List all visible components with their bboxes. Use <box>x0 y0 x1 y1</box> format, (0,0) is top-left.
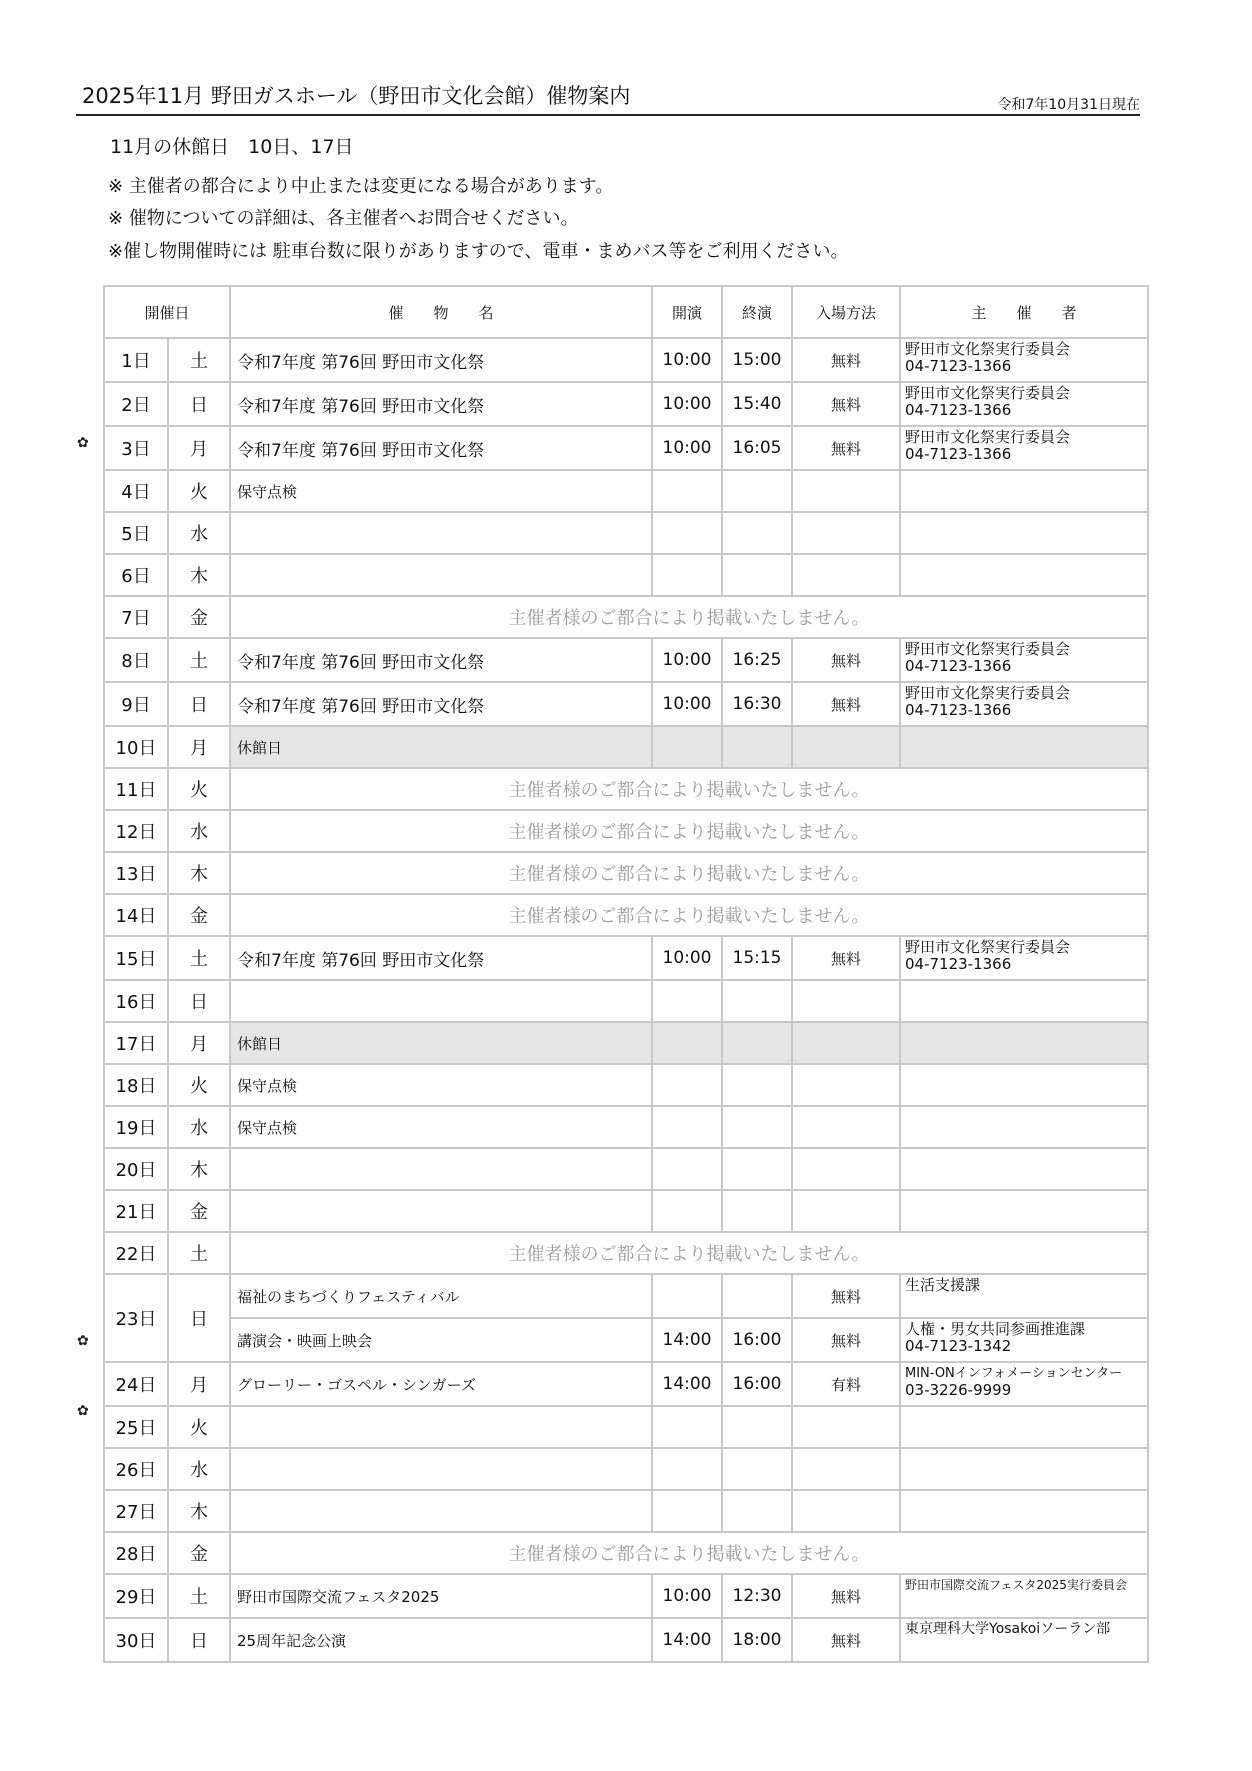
weekday-cell: 木 <box>168 852 230 894</box>
day-cell: 2日 <box>104 382 168 426</box>
organizer-cell <box>900 382 1148 426</box>
organizer-cell <box>900 682 1148 726</box>
weekday-cell: 土 <box>168 638 230 682</box>
day-cell: 6日 <box>104 554 168 596</box>
event-cell: 保守点検 <box>230 1106 652 1148</box>
weekday-cell: 木 <box>168 554 230 596</box>
organizer-name: 野田市文化祭実行委員会 <box>905 340 1071 358</box>
close-time-cell <box>722 1448 792 1490</box>
table-row <box>104 596 1148 638</box>
table-row <box>104 1064 1148 1106</box>
organizer-name: 野田市文化祭実行委員会 <box>905 684 1071 702</box>
close-time-cell: 15:15 <box>722 936 792 980</box>
weekday-cell: 月 <box>168 426 230 470</box>
organizer-cell <box>900 980 1148 1022</box>
event-cell <box>230 1406 652 1448</box>
day-cell: 10日 <box>104 726 168 768</box>
open-time-cell <box>652 1490 722 1532</box>
event-cell <box>230 1448 652 1490</box>
weekday-cell: 金 <box>168 1532 230 1574</box>
admission-cell <box>792 726 900 768</box>
flag-icon: ✿ <box>77 435 89 451</box>
close-time-cell <box>722 980 792 1022</box>
table-row <box>104 810 1148 852</box>
organizer-cell <box>900 1406 1148 1448</box>
close-time-cell: 16:25 <box>722 638 792 682</box>
table-row <box>104 338 1148 382</box>
open-time-cell: 10:00 <box>652 638 722 682</box>
withheld-notice: 主催者様のご都合により掲載いたしません。 <box>230 852 1148 894</box>
page-title: 2025年11月 野田ガスホール（野田市文化会館）催物案内 <box>82 84 631 108</box>
day-cell: 23日 <box>104 1274 168 1362</box>
organizer-cell <box>900 638 1148 682</box>
open-time-cell <box>652 1448 722 1490</box>
organizer-cell <box>900 1064 1148 1106</box>
table-row <box>104 1618 1148 1662</box>
close-time-cell <box>722 554 792 596</box>
event-cell: 講演会・映画上映会 <box>230 1318 652 1362</box>
close-time-cell <box>722 1490 792 1532</box>
weekday-cell: 日 <box>168 1274 230 1362</box>
day-cell: 1日 <box>104 338 168 382</box>
organizer-cell <box>900 936 1148 980</box>
organizer-name: 野田市文化祭実行委員会 <box>905 428 1071 446</box>
table-row <box>104 1232 1148 1274</box>
admission-cell <box>792 1064 900 1106</box>
event-cell: 休館日 <box>230 1022 652 1064</box>
organizer-cell <box>900 1274 1148 1318</box>
organizer-name: 野田市国際交流フェスタ2025実行委員会 <box>905 1578 1127 1592</box>
table-row <box>104 852 1148 894</box>
close-time-cell: 16:05 <box>722 426 792 470</box>
open-time-cell: 10:00 <box>652 426 722 470</box>
header-open: 開演 <box>652 286 722 338</box>
open-time-cell: 10:00 <box>652 382 722 426</box>
close-time-cell <box>722 512 792 554</box>
day-cell: 7日 <box>104 596 168 638</box>
weekday-cell: 日 <box>168 682 230 726</box>
close-time-cell <box>722 1064 792 1106</box>
table-row <box>104 1532 1148 1574</box>
close-time-cell <box>722 1274 792 1318</box>
event-cell: 令和7年度 第76回 野田市文化祭 <box>230 426 652 470</box>
open-time-cell <box>652 1064 722 1106</box>
withheld-notice: 主催者様のご都合により掲載いたしません。 <box>230 810 1148 852</box>
event-cell <box>230 1148 652 1190</box>
close-time-cell <box>722 1022 792 1064</box>
admission-cell: 無料 <box>792 638 900 682</box>
close-time-cell: 16:00 <box>722 1362 792 1406</box>
admission-cell <box>792 1190 900 1232</box>
table-row-closed <box>104 1022 1148 1064</box>
event-cell: 令和7年度 第76回 野田市文化祭 <box>230 382 652 426</box>
weekday-cell: 月 <box>168 726 230 768</box>
header-admission: 入場方法 <box>792 286 900 338</box>
organizer-cell <box>900 1574 1148 1618</box>
day-cell: 9日 <box>104 682 168 726</box>
weekday-cell: 火 <box>168 768 230 810</box>
open-time-cell <box>652 1148 722 1190</box>
event-cell: 野田市国際交流フェスタ2025 <box>230 1574 652 1618</box>
day-cell: 22日 <box>104 1232 168 1274</box>
close-time-cell <box>722 1148 792 1190</box>
day-cell: 17日 <box>104 1022 168 1064</box>
day-cell: 8日 <box>104 638 168 682</box>
close-time-cell <box>722 726 792 768</box>
day-cell: 28日 <box>104 1532 168 1574</box>
as-of-date: 令和7年10月31日現在 <box>997 97 1140 113</box>
close-time-cell <box>722 1106 792 1148</box>
organizer-cell <box>900 1448 1148 1490</box>
table-row <box>104 1318 1148 1362</box>
weekday-cell: 火 <box>168 1406 230 1448</box>
event-cell <box>230 980 652 1022</box>
header-close: 終演 <box>722 286 792 338</box>
organizer-cell <box>900 470 1148 512</box>
admission-cell: 無料 <box>792 426 900 470</box>
open-time-cell: 10:00 <box>652 338 722 382</box>
open-time-cell <box>652 470 722 512</box>
event-cell: 福祉のまちづくりフェスティバル <box>230 1274 652 1318</box>
organizer-cell <box>900 1490 1148 1532</box>
table-row <box>104 1274 1148 1318</box>
weekday-cell: 火 <box>168 470 230 512</box>
close-time-cell: 16:30 <box>722 682 792 726</box>
table-row <box>104 1106 1148 1148</box>
admission-cell <box>792 512 900 554</box>
event-cell <box>230 1490 652 1532</box>
table-row <box>104 1490 1148 1532</box>
table-header-row <box>104 286 1148 338</box>
table-row <box>104 1190 1148 1232</box>
close-time-cell <box>722 470 792 512</box>
event-cell: 保守点検 <box>230 1064 652 1106</box>
open-time-cell: 10:00 <box>652 936 722 980</box>
organizer-phone: 04-7123-1366 <box>905 445 1012 463</box>
close-time-cell <box>722 1406 792 1448</box>
flag-icon: ✿ <box>77 1333 89 1349</box>
admission-cell: 無料 <box>792 1318 900 1362</box>
event-cell: 令和7年度 第76回 野田市文化祭 <box>230 936 652 980</box>
admission-cell <box>792 1490 900 1532</box>
organizer-name: 野田市文化祭実行委員会 <box>905 384 1071 402</box>
close-time-cell: 15:40 <box>722 382 792 426</box>
admission-cell: 無料 <box>792 382 900 426</box>
weekday-cell: 月 <box>168 1022 230 1064</box>
weekday-cell: 金 <box>168 894 230 936</box>
day-cell: 5日 <box>104 512 168 554</box>
day-cell: 16日 <box>104 980 168 1022</box>
header-event: 催 物 名 <box>230 286 652 338</box>
table-row <box>104 894 1148 936</box>
event-cell: グローリー・ゴスペル・シンガーズ <box>230 1362 652 1406</box>
organizer-name: 人権・男女共同参画推進課 <box>905 1320 1086 1338</box>
open-time-cell <box>652 512 722 554</box>
weekday-cell: 日 <box>168 382 230 426</box>
organizer-name: 野田市文化祭実行委員会 <box>905 938 1071 956</box>
organizer-cell <box>900 1148 1148 1190</box>
organizer-cell <box>900 1106 1148 1148</box>
flag-icon: ✿ <box>77 1403 89 1419</box>
withheld-notice: 主催者様のご都合により掲載いたしません。 <box>230 894 1148 936</box>
admission-cell <box>792 470 900 512</box>
admission-cell <box>792 1448 900 1490</box>
open-time-cell <box>652 1190 722 1232</box>
header-organizer: 主 催 者 <box>900 286 1148 338</box>
weekday-cell: 木 <box>168 1490 230 1532</box>
event-cell: 保守点検 <box>230 470 652 512</box>
day-cell: 30日 <box>104 1618 168 1662</box>
admission-cell <box>792 554 900 596</box>
event-cell: 令和7年度 第76回 野田市文化祭 <box>230 338 652 382</box>
open-time-cell <box>652 1406 722 1448</box>
withheld-notice: 主催者様のご都合により掲載いたしません。 <box>230 596 1148 638</box>
weekday-cell: 金 <box>168 596 230 638</box>
weekday-cell: 土 <box>168 1232 230 1274</box>
table-row <box>104 980 1148 1022</box>
open-time-cell <box>652 980 722 1022</box>
organizer-cell <box>900 1190 1148 1232</box>
organizer-cell <box>900 338 1148 382</box>
organizer-phone: 03-3226-9999 <box>905 1381 1012 1399</box>
admission-cell: 無料 <box>792 338 900 382</box>
organizer-phone: 04-7123-1366 <box>905 955 1012 973</box>
weekday-cell: 水 <box>168 512 230 554</box>
day-cell: 25日 <box>104 1406 168 1448</box>
table-row <box>104 1148 1148 1190</box>
admission-cell <box>792 980 900 1022</box>
organizer-name: 野田市文化祭実行委員会 <box>905 640 1071 658</box>
day-cell: 18日 <box>104 1064 168 1106</box>
event-cell: 25周年記念公演 <box>230 1618 652 1662</box>
table-row <box>104 512 1148 554</box>
day-cell: 20日 <box>104 1148 168 1190</box>
day-cell: 26日 <box>104 1448 168 1490</box>
table-row <box>104 638 1148 682</box>
admission-cell <box>792 1106 900 1148</box>
withheld-notice: 主催者様のご都合により掲載いたしません。 <box>230 1532 1148 1574</box>
table-row <box>104 426 1148 470</box>
open-time-cell: 14:00 <box>652 1362 722 1406</box>
table-row <box>104 382 1148 426</box>
open-time-cell: 14:00 <box>652 1618 722 1662</box>
close-time-cell: 12:30 <box>722 1574 792 1618</box>
table-row <box>104 682 1148 726</box>
organizer-phone: 04-7123-1366 <box>905 701 1012 719</box>
organizer-name: 生活支援課 <box>905 1276 981 1294</box>
day-cell: 15日 <box>104 936 168 980</box>
open-time-cell: 10:00 <box>652 1574 722 1618</box>
title-divider <box>76 114 1140 116</box>
admission-cell: 有料 <box>792 1362 900 1406</box>
organizer-phone: 04-7123-1342 <box>905 1337 1012 1355</box>
admission-cell <box>792 1406 900 1448</box>
organizer-cell <box>900 726 1148 768</box>
day-cell: 21日 <box>104 1190 168 1232</box>
close-time-cell: 15:00 <box>722 338 792 382</box>
table-row <box>104 554 1148 596</box>
organizer-cell <box>900 426 1148 470</box>
note-inquiry: ※ 催物についての詳細は、各主催者へお問合せください。 <box>108 208 579 229</box>
weekday-cell: 金 <box>168 1190 230 1232</box>
admission-cell <box>792 1148 900 1190</box>
weekday-cell: 日 <box>168 980 230 1022</box>
withheld-notice: 主催者様のご都合により掲載いたしません。 <box>230 768 1148 810</box>
open-time-cell <box>652 1106 722 1148</box>
day-cell: 4日 <box>104 470 168 512</box>
event-cell <box>230 1190 652 1232</box>
table-row <box>104 470 1148 512</box>
weekday-cell: 木 <box>168 1148 230 1190</box>
withheld-notice: 主催者様のご都合により掲載いたしません。 <box>230 1232 1148 1274</box>
event-cell: 令和7年度 第76回 野田市文化祭 <box>230 682 652 726</box>
close-time-cell <box>722 1190 792 1232</box>
day-cell: 12日 <box>104 810 168 852</box>
day-cell: 11日 <box>104 768 168 810</box>
open-time-cell <box>652 726 722 768</box>
day-cell: 13日 <box>104 852 168 894</box>
day-cell: 24日 <box>104 1362 168 1406</box>
admission-cell: 無料 <box>792 936 900 980</box>
open-time-cell: 14:00 <box>652 1318 722 1362</box>
organizer-phone: 04-7123-1366 <box>905 657 1012 675</box>
open-time-cell: 10:00 <box>652 682 722 726</box>
weekday-cell: 日 <box>168 1618 230 1662</box>
organizer-cell <box>900 1618 1148 1662</box>
admission-cell: 無料 <box>792 1618 900 1662</box>
note-cancellation: ※ 主催者の都合により中止または変更になる場合があります。 <box>108 176 614 197</box>
open-time-cell <box>652 554 722 596</box>
table-row <box>104 1574 1148 1618</box>
admission-cell: 無料 <box>792 1274 900 1318</box>
close-time-cell: 18:00 <box>722 1618 792 1662</box>
admission-cell: 無料 <box>792 682 900 726</box>
weekday-cell: 土 <box>168 338 230 382</box>
close-time-cell: 16:00 <box>722 1318 792 1362</box>
table-row <box>104 936 1148 980</box>
organizer-cell <box>900 1022 1148 1064</box>
table-row <box>104 1406 1148 1448</box>
table-row-closed <box>104 726 1148 768</box>
weekday-cell: 月 <box>168 1362 230 1406</box>
event-schedule-table <box>103 285 1149 1663</box>
open-time-cell <box>652 1274 722 1318</box>
organizer-cell <box>900 554 1148 596</box>
note-parking: ※催し物開催時には 駐車台数に限りがありますので、電車・まめバス等をご利用ください。 <box>108 241 849 262</box>
weekday-cell: 水 <box>168 1448 230 1490</box>
open-time-cell <box>652 1022 722 1064</box>
organizer-cell <box>900 1362 1148 1406</box>
organizer-cell <box>900 512 1148 554</box>
day-cell: 3日 <box>104 426 168 470</box>
admission-cell: 無料 <box>792 1574 900 1618</box>
weekday-cell: 土 <box>168 936 230 980</box>
organizer-name: 東京理科大学Yosakoiソーラン部 <box>905 1621 1111 1637</box>
organizer-phone: 04-7123-1366 <box>905 401 1012 419</box>
closed-days-line: 11月の休館日 10日、17日 <box>110 136 354 158</box>
weekday-cell: 火 <box>168 1064 230 1106</box>
event-cell <box>230 512 652 554</box>
day-cell: 14日 <box>104 894 168 936</box>
event-cell <box>230 554 652 596</box>
weekday-cell: 水 <box>168 810 230 852</box>
organizer-phone: 04-7123-1366 <box>905 357 1012 375</box>
table-row <box>104 1448 1148 1490</box>
weekday-cell: 水 <box>168 1106 230 1148</box>
header-date: 開催日 <box>104 286 230 338</box>
event-cell: 令和7年度 第76回 野田市文化祭 <box>230 638 652 682</box>
organizer-cell <box>900 1318 1148 1362</box>
weekday-cell: 土 <box>168 1574 230 1618</box>
table-row <box>104 1362 1148 1406</box>
day-cell: 27日 <box>104 1490 168 1532</box>
day-cell: 19日 <box>104 1106 168 1148</box>
organizer-name: MIN-ONインフォメーションセンター <box>905 1366 1123 1381</box>
admission-cell <box>792 1022 900 1064</box>
table-row <box>104 768 1148 810</box>
event-cell: 休館日 <box>230 726 652 768</box>
day-cell: 29日 <box>104 1574 168 1618</box>
